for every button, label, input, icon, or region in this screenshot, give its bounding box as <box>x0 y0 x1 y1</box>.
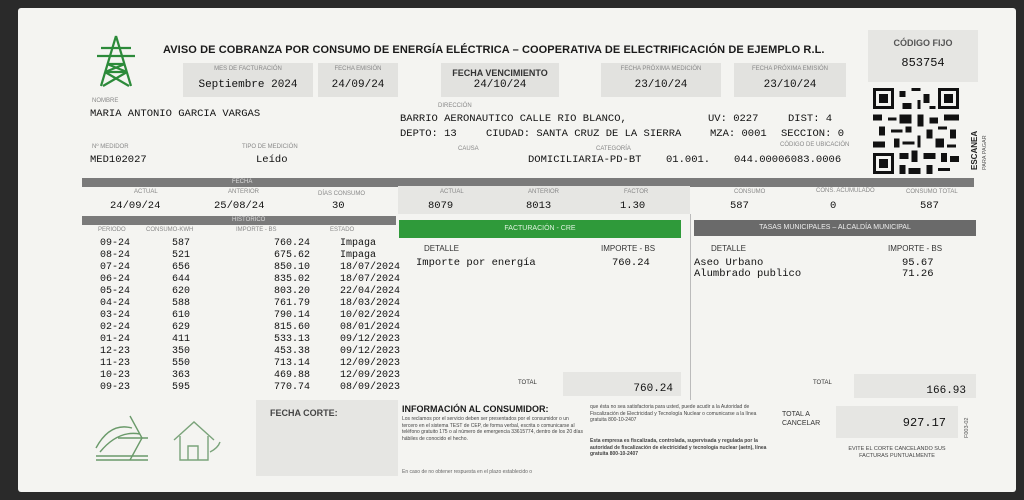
dist-value: DIST: 4 <box>788 113 833 125</box>
history-periodo: 02-24 <box>100 322 131 333</box>
history-importe: 790.14 <box>274 310 311 321</box>
customer-name: MARIA ANTONIO GARCIA VARGAS <box>90 108 261 120</box>
billing-header: FACTURACIÓN - CRE <box>399 220 681 238</box>
history-consumo: 656 <box>172 262 191 273</box>
consumption-days: 30 <box>332 200 345 212</box>
regulator-notice: Esta empresa es fiscalizada, controlada, supervisada y regulada por la autoridad de fiscalización de electricidad y tecnología nuclear (aetn), línea gratuita 800-10-2407 <box>590 438 767 457</box>
payment-qr-code[interactable] <box>873 88 959 174</box>
measurement-type: Leído <box>256 154 288 166</box>
depto-value: DEPTO: 13 <box>400 128 457 140</box>
history-periodo: 06-24 <box>100 274 131 285</box>
column-divider <box>690 214 691 400</box>
consumer-info-text-2: En caso de no obtener respuesta en el plazo establecido o <box>402 469 533 475</box>
cutoff-warning: EVITE EL CORTE CANCELANDO SUS FACTURAS PUNTUALMENTE <box>848 446 946 459</box>
scan-to-pay-label: ESCANEA PARA PAGAR <box>970 130 988 170</box>
history-consumo: 587 <box>172 238 191 249</box>
reading-actual-date: 24/09/24 <box>110 200 161 212</box>
consumer-info-text-3: que ésta no sea satisfactoria para usted, puede acudir a la Autoridad de Fiscalización de Electricidad y Tecnología Nuclear o comunicarse a la línea gratuita 800-10-2407 <box>590 404 757 423</box>
history-periodo: 05-24 <box>100 286 131 297</box>
next-emission-box: FECHA PRÓXIMA EMISIÓN 23/10/24 <box>734 63 846 97</box>
fixed-code: 853754 <box>901 56 945 70</box>
history-bar: HISTÓRICO <box>82 216 396 225</box>
meter-actual-reading: 8079 <box>428 200 454 212</box>
due-date: 24/10/24 <box>473 79 527 91</box>
history-estado: 18/03/2024 <box>340 298 401 309</box>
category-value: DOMICILIARIA-PD-BT <box>528 154 642 166</box>
history-estado: 18/07/2024 <box>340 274 401 285</box>
billing-item: Importe por energía <box>416 257 536 269</box>
emission-date: 24/09/24 <box>331 79 385 91</box>
history-periodo: 09-24 <box>100 238 131 249</box>
history-consumo: 363 <box>172 370 191 381</box>
municipal-item-alumbrado-amount: 71.26 <box>902 268 934 280</box>
consumer-info-title: INFORMACIÓN AL CONSUMIDOR: <box>402 404 549 414</box>
billing-month-box: MES DE FACTURACIÓN Septiembre 2024 <box>183 63 313 97</box>
history-consumo: 644 <box>172 274 191 285</box>
electric-tower-logo-icon <box>93 34 139 88</box>
history-periodo: 04-24 <box>100 298 131 309</box>
municipal-item-alumbrado: Alumbrado publico <box>694 268 802 280</box>
history-importe: 453.38 <box>274 346 311 357</box>
billing-total: 760.24 <box>633 383 673 395</box>
meter-factor: 1.30 <box>620 200 646 212</box>
customer-address: BARRIO AERONAUTICO CALLE RIO BLANCO, <box>400 113 627 125</box>
history-importe: 761.79 <box>274 298 311 309</box>
history-periodo: 12-23 <box>100 346 131 357</box>
due-date-box: FECHA VENCIMIENTO 24/10/24 <box>441 63 559 97</box>
history-periodo: 09-23 <box>100 382 131 393</box>
history-estado: 08/09/2023 <box>340 382 401 393</box>
billing-month: Septiembre 2024 <box>198 79 298 91</box>
history-consumo: 610 <box>172 310 191 321</box>
city-value: CIUDAD: SANTA CRUZ DE LA SIERRA <box>486 128 682 140</box>
history-estado: 08/01/2024 <box>340 322 401 333</box>
consumption-value: 587 <box>730 200 749 212</box>
history-estado: 12/09/2023 <box>340 370 401 381</box>
history-importe: 760.24 <box>274 238 311 249</box>
history-periodo: 10-23 <box>100 370 131 381</box>
meter-previous-reading: 8013 <box>526 200 552 212</box>
municipal-total-box <box>854 374 976 398</box>
invoice-title: AVISO DE COBRANZA POR CONSUMO DE ENERGÍA ELÉCTRICA – COOPERATIVA DE ELECTRIFICACIÓN DE EJEMPLO R.L. <box>163 44 825 56</box>
history-consumo: 629 <box>172 322 191 333</box>
history-estado: 10/02/2024 <box>340 310 401 321</box>
category-code: 01.001. <box>666 154 711 166</box>
uv-value: UV: 0227 <box>708 113 759 125</box>
mza-value: MZA: 0001 <box>710 128 767 140</box>
history-estado: Impaga <box>340 238 377 249</box>
history-estado: 09/12/2023 <box>340 334 401 345</box>
history-importe: 850.10 <box>274 262 311 273</box>
history-importe: 835.02 <box>274 274 311 285</box>
next-reading-box: FECHA PRÓXIMA MEDICIÓN 23/10/24 <box>601 63 721 97</box>
house-logo-icon <box>168 412 224 468</box>
history-periodo: 08-24 <box>100 250 131 261</box>
history-consumo: 411 <box>172 334 191 345</box>
history-importe: 533.13 <box>274 334 311 345</box>
billing-total-box <box>563 372 681 396</box>
history-importe: 803.20 <box>274 286 311 297</box>
municipal-item-aseo-amount: 95.67 <box>902 257 934 269</box>
history-estado: 09/12/2023 <box>340 346 401 357</box>
municipal-header: TASAS MUNICIPALES – ALCALDÍA MUNICIPAL <box>694 220 976 236</box>
history-consumo: 350 <box>172 346 191 357</box>
total-to-pay: 927.17 <box>902 416 946 430</box>
history-estado: 22/04/2024 <box>340 286 401 297</box>
history-importe: 815.60 <box>274 322 311 333</box>
meter-number: MED102027 <box>90 154 147 166</box>
history-consumo: 521 <box>172 250 191 261</box>
location-code: 044.00006083.0006 <box>734 154 842 166</box>
history-consumo: 620 <box>172 286 191 297</box>
history-consumo: 595 <box>172 382 191 393</box>
cooperative-footer-logo-icon <box>90 408 154 468</box>
history-estado: Impaga <box>340 250 377 261</box>
form-code: F003-02 <box>964 417 970 438</box>
history-importe: 770.74 <box>274 382 311 393</box>
consumer-info-text: Los reclamos por el servicio deben ser presentados por el consumidor o un tercero en el sistema TEST de CEP, de forma verbal, escrita o comunicarse al teléfono gratuito 175 o al número de emergencia 33615774, dentro de los 20 días hábiles de conocido el hecho. <box>402 416 583 442</box>
history-importe: 675.62 <box>274 250 311 261</box>
history-consumo: 550 <box>172 358 191 369</box>
history-importe: 713.14 <box>274 358 311 369</box>
total-consumption: 587 <box>920 200 939 212</box>
fixed-code-box: CÓDIGO FIJO 853754 <box>868 30 978 82</box>
history-consumo: 588 <box>172 298 191 309</box>
seccion-value: SECCION: 0 <box>781 128 845 140</box>
reading-previous-date: 25/08/24 <box>214 200 265 212</box>
municipal-total: 166.93 <box>926 385 966 397</box>
readings-top-bar: FECHA <box>82 178 974 187</box>
history-periodo: 11-23 <box>100 358 131 369</box>
next-emission-date: 23/10/24 <box>763 79 817 91</box>
accumulated-consumption: 0 <box>830 200 837 212</box>
history-periodo: 03-24 <box>100 310 131 321</box>
total-to-pay-box <box>836 406 958 438</box>
history-periodo: 07-24 <box>100 262 131 273</box>
history-estado: 12/09/2023 <box>340 358 401 369</box>
municipal-item-aseo: Aseo Urbano <box>694 257 764 269</box>
cutoff-date-box: FECHA CORTE: <box>256 400 398 476</box>
invoice-paper: AVISO DE COBRANZA POR CONSUMO DE ENERGÍA ELÉCTRICA – COOPERATIVA DE ELECTRIFICACIÓN DE EJEMPLO R.L. MES DE FACTURACIÓN Septiembre 2024 FECHA EMISIÓN 24/09/24 FECHA VENCIMIENTO 24/10/24 FECHA PRÓXIMA MEDICIÓN 23/10/24 FECHA PRÓXIMA EMISIÓN 23/10/24 CÓDIGO FIJO 853754 ESCANEA PARA PAGAR NOMBRE MARIA ANTONIO GARCIA VARGAS DIRECCIÓN BARRIO AERONAUTICO CALLE RIO BLANCO, UV: 0227 DIST: 4 DEPTO: 13 CIUDAD: SANTA CRUZ DE LA SIERRA MZA: 0001 SECCION: 0 Nº MEDIDOR MED102027 TIPO DE MEDICIÓN Leído CAUSA CATEGORÍA DOMICILIARIA-PD-BT 01.001. CÓDIGO DE UBICACIÓN 044.00006083.0006 FECHA ACTUAL 24/09/24 ANTERIOR 25/08/24 DÍAS CONSUMO 30 ACTUAL 8079 ANTERIOR 8013 FACTOR 1.30 CONSUMO 587 CONS. ACUMULADO 0 CONSUMO TOTAL 587 HISTÓRICO PERIODO CONSUMO-KWH IMPORTE - BS ESTADO 09-24 587 760.24 Impaga 08-24 521 675.62 Impaga 07-24 656 850.10 18/07/2024 06-24 644 835.02 18/07/2024 05-24 620 803.20 22/04/2024 04-24 588 761.79 18/03/2024 03-24 610 790.14 10/02/2024 02-24 629 815.60 08/01/2024 01-24 411 533.13 09/12/2023 12-23 350 453.38 09/12/2023 11-23 550 713.14 12/09/2023 10-23 363 469.88 12/09/2023 09-23 595 770.74 08/09/2023 FACTURACIÓN - CRE DETALLE IMPORTE - BS Importe por energía 760.24 TOTAL 760.24 TASAS MUNICIPALES – ALCALDÍA MUNICIPAL DETALLE IMPORTE - BS Aseo Urbano 95.67 Alumbrado publico 71.26 TOTAL 166.93 FECHA CORTE: INFORMACIÓN AL CONSUMIDOR: Los reclamos por el servicio deben ser presentados por el consumidor o un tercero en el sistema TEST de CEP, de forma verbal, escrita o comunicarse al teléfono gratuito 175 o al número de emergencia 33615774, dentro de los 20 días hábiles de conocido el hecho. En caso de no obtener respuesta en el plazo establecido o que ésta no sea satisfactoria para usted, puede acudir a la Autoridad de Fiscalización de Electricidad y Tecnología Nuclear o comunicarse a la línea gratuita 800-10-2407 Esta empresa es fiscalizada, controlada, supervisada y regulada por la autoridad de fiscalización de electricidad y tecnología nuclear (aetn), línea gratuita 800-10-2407 TOTAL A CANCELAR 927.17 EVITE EL CORTE CANCELANDO SUS FACTURAS PUNTUALMENTE F003-02 <box>18 8 1016 492</box>
history-importe: 469.88 <box>274 370 311 381</box>
history-periodo: 01-24 <box>100 334 131 345</box>
emission-date-box: FECHA EMISIÓN 24/09/24 <box>318 63 398 97</box>
next-reading-date: 23/10/24 <box>634 79 688 91</box>
total-to-pay-label: TOTAL A CANCELAR <box>782 411 821 427</box>
history-estado: 18/07/2024 <box>340 262 401 273</box>
billing-item-amount: 760.24 <box>612 257 650 269</box>
